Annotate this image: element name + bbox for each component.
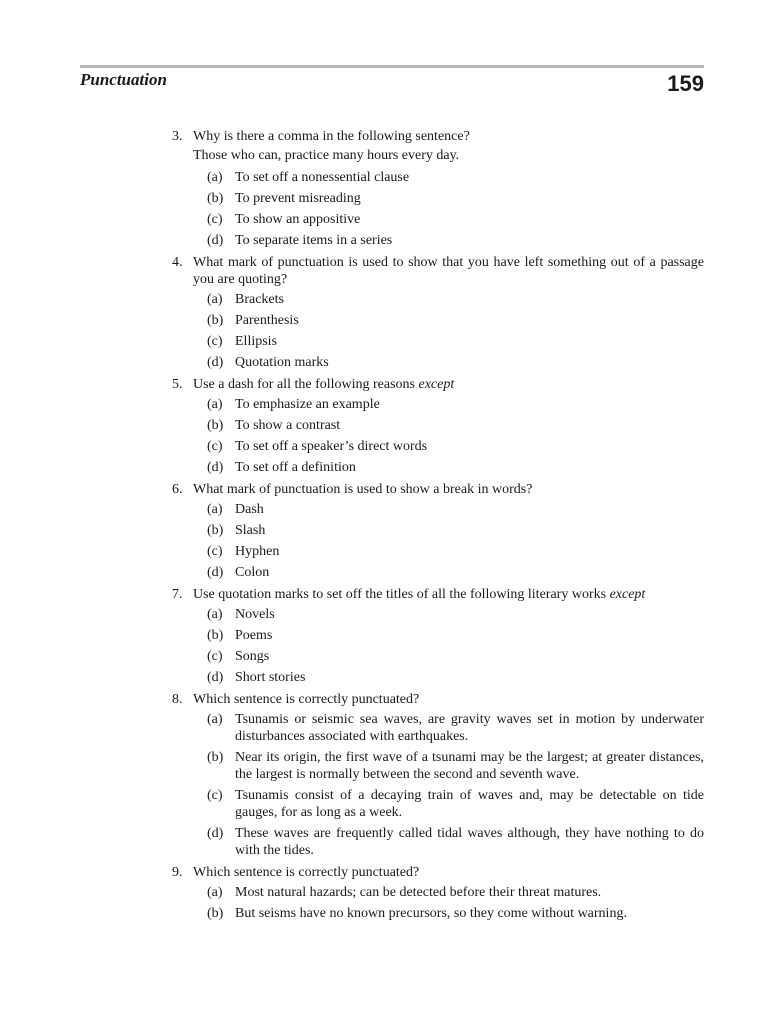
- option-letter: (b): [207, 750, 224, 765]
- option-text: Quotation marks: [235, 355, 329, 370]
- option-letter: (c): [207, 788, 223, 803]
- running-head-title: Punctuation: [80, 70, 167, 89]
- option-letter: (b): [207, 906, 224, 921]
- option-letter: (d): [207, 670, 224, 685]
- question-6: [172, 478, 704, 583]
- option-text: Parenthesis: [235, 313, 299, 328]
- option-letter: (a): [207, 170, 223, 185]
- option-a: [172, 499, 704, 520]
- option-c: [172, 646, 704, 667]
- option-d: [172, 562, 704, 583]
- option-d: [172, 352, 704, 373]
- option-b: [172, 903, 704, 924]
- option-letter: (d): [207, 460, 224, 475]
- option-letter: (c): [207, 212, 223, 227]
- option-letter: (a): [207, 607, 223, 622]
- question-stem: [172, 251, 704, 289]
- option-text: But seisms have no known precursors, so they come without warning.: [235, 906, 627, 921]
- option-text: Slash: [235, 523, 266, 538]
- option-text: To set off a speaker’s direct words: [235, 439, 428, 454]
- header-rule: [80, 65, 704, 68]
- question-text: Which sentence is correctly punctuated?: [193, 692, 420, 707]
- question-text: [193, 376, 704, 393]
- option-letter: (a): [207, 502, 223, 517]
- question-text: What mark of punctuation is used to show that you have left something out of a passage you are quoting?: [193, 255, 704, 287]
- option-letter: (a): [207, 397, 223, 412]
- option-letter: (d): [207, 233, 224, 248]
- option-c: [172, 541, 704, 562]
- option-d: [172, 823, 704, 861]
- question-text: Which sentence is correctly punctuated?: [193, 865, 420, 880]
- option-letter: (b): [207, 628, 224, 643]
- option-text: Tsunamis or seismic sea waves, are gravity waves set in motion by underwater disturbances associated with earthquakes.: [235, 712, 704, 744]
- option-text: Most natural hazards; can be detected before their threat matures.: [235, 885, 602, 900]
- option-text: Tsunamis consist of a decaying train of waves and, may be detectable on tide gauges, for as long as a week.: [235, 788, 704, 820]
- option-letter: (c): [207, 649, 223, 664]
- option-letter: (c): [207, 544, 223, 559]
- option-b: [172, 625, 704, 646]
- option-text: Poems: [235, 628, 273, 643]
- option-text: Short stories: [235, 670, 306, 685]
- question-number: 4.: [172, 255, 183, 270]
- option-text: Near its origin, the first wave of a tsunami may be the largest; at greater distances, the largest is normally between the second and seventh wave.: [235, 750, 704, 782]
- option-text: To set off a nonessential clause: [235, 170, 410, 185]
- option-c: [172, 436, 704, 457]
- option-c: [172, 331, 704, 352]
- option-d: [172, 230, 704, 251]
- question-text: [193, 586, 704, 603]
- question-stem: [172, 478, 704, 499]
- option-a: [172, 394, 704, 415]
- option-text: Songs: [235, 649, 270, 664]
- question-list: [172, 125, 704, 924]
- option-a: [172, 167, 704, 188]
- option-letter: (d): [207, 826, 224, 841]
- option-text: To separate items in a series: [235, 233, 393, 248]
- option-a: [172, 709, 704, 747]
- question-5: [172, 373, 704, 478]
- option-letter: (b): [207, 523, 224, 538]
- question-number: 5.: [172, 377, 183, 392]
- option-b: [172, 747, 704, 785]
- question-stem: [172, 861, 704, 882]
- example-sentence: Those who can, practice many hours every day.: [193, 148, 460, 163]
- option-d: [172, 457, 704, 478]
- option-letter: (a): [207, 292, 223, 307]
- option-text: To prevent misreading: [235, 191, 361, 206]
- question-number: 3.: [172, 129, 183, 144]
- option-a: [172, 289, 704, 310]
- option-text: Ellipsis: [235, 334, 278, 349]
- option-c: [172, 209, 704, 230]
- option-letter: (a): [207, 885, 223, 900]
- question-8: [172, 688, 704, 861]
- question-stem: [172, 688, 704, 709]
- option-c: [172, 785, 704, 823]
- option-a: [172, 882, 704, 903]
- option-b: [172, 520, 704, 541]
- option-text: To show an appositive: [235, 212, 361, 227]
- option-b: [172, 415, 704, 436]
- question-text: What mark of punctuation is used to show a break in words?: [193, 482, 533, 497]
- option-text: To emphasize an example: [235, 397, 380, 412]
- question-3: [172, 125, 704, 251]
- question-9: [172, 861, 704, 924]
- question-number: 8.: [172, 692, 183, 707]
- question-number: 7.: [172, 587, 183, 602]
- question-4: [172, 251, 704, 373]
- question-number: 9.: [172, 865, 183, 880]
- question-text: Why is there a comma in the following sentence?: [193, 129, 470, 144]
- question-stem: [172, 583, 704, 604]
- option-b: [172, 188, 704, 209]
- option-text: These waves are frequently called tidal waves although, they have nothing to do with the tides.: [235, 826, 704, 858]
- option-text: Novels: [235, 607, 275, 622]
- option-text: Dash: [235, 502, 264, 517]
- question-stem: [172, 373, 704, 394]
- option-letter: (d): [207, 565, 224, 580]
- option-letter: (b): [207, 418, 224, 433]
- page-number: 159: [667, 71, 704, 96]
- option-letter: (b): [207, 191, 224, 206]
- question-7: [172, 583, 704, 688]
- option-letter: (d): [207, 355, 224, 370]
- question-text-main: Use quotation marks to set off the titles of all the following literary works: [193, 587, 607, 602]
- option-text: To set off a definition: [235, 460, 356, 475]
- option-letter: (c): [207, 439, 223, 454]
- option-text: To show a contrast: [235, 418, 341, 433]
- option-b: [172, 310, 704, 331]
- option-letter: (c): [207, 334, 223, 349]
- question-stem: [172, 125, 704, 146]
- option-a: [172, 604, 704, 625]
- option-letter: (b): [207, 313, 224, 328]
- except-emphasis: except: [418, 377, 455, 392]
- question-text-main: Use a dash for all the following reasons: [193, 377, 415, 392]
- option-text: Brackets: [235, 292, 284, 307]
- option-text: Hyphen: [235, 544, 280, 559]
- option-letter: (a): [207, 712, 223, 727]
- option-text: Colon: [235, 565, 270, 580]
- except-emphasis: except: [609, 587, 646, 602]
- option-d: [172, 667, 704, 688]
- question-number: 6.: [172, 482, 183, 497]
